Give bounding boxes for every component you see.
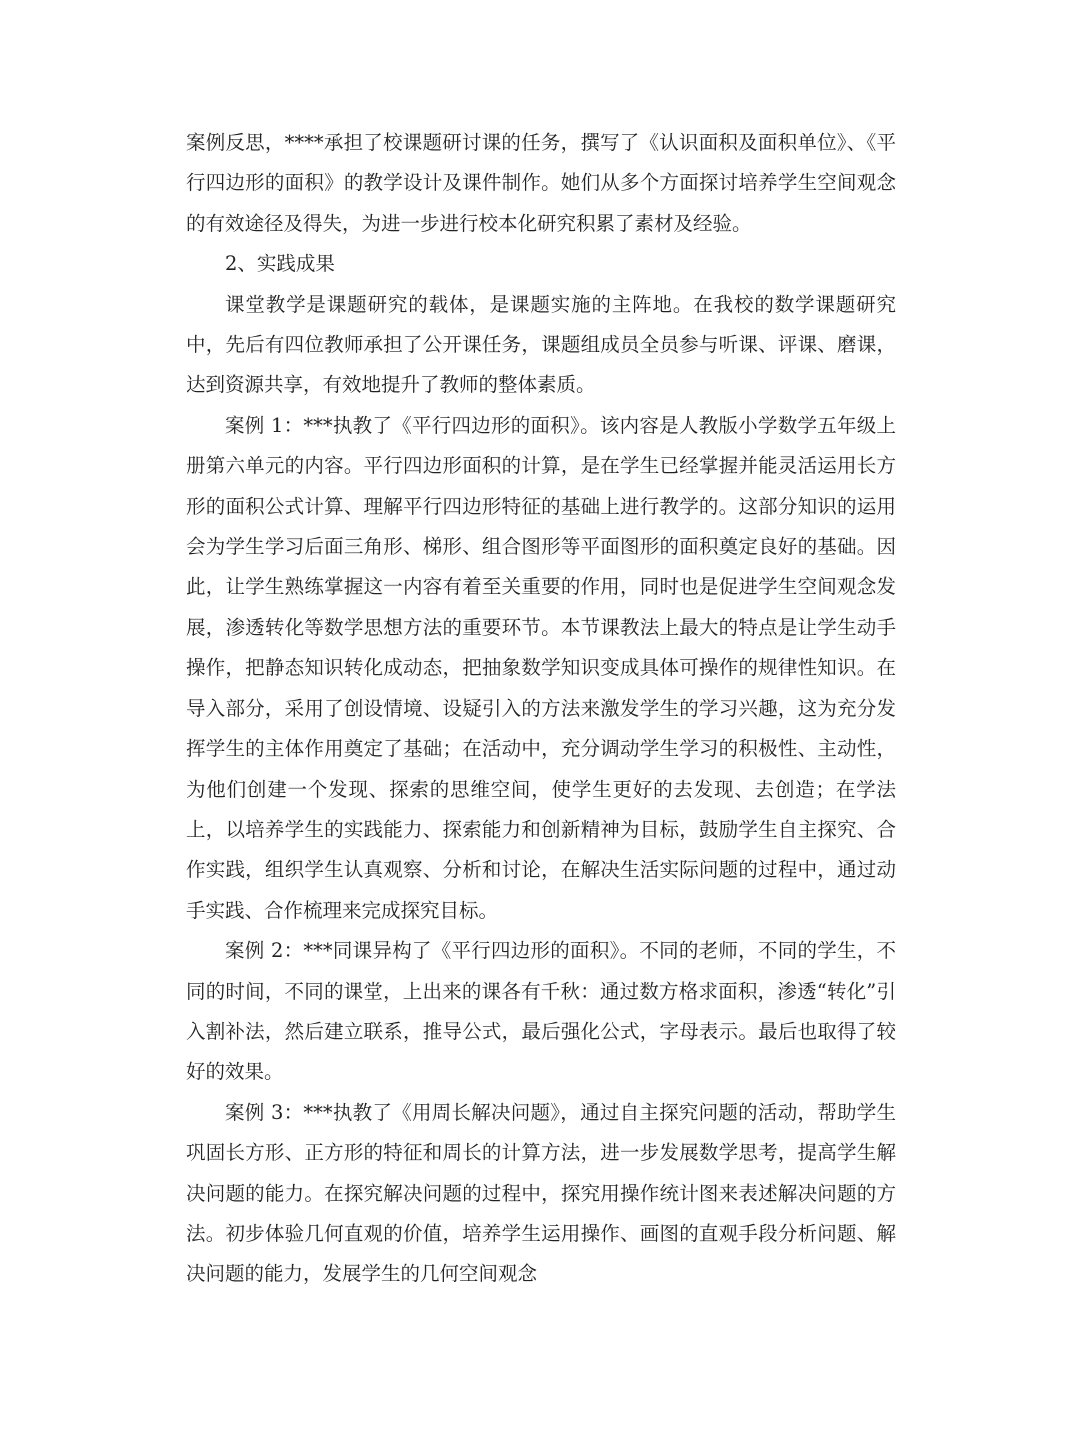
paragraph-classroom-teaching: 课堂教学是课题研究的载体，是课题实施的主阵地。在我校的数学课题研究中，先后有四位教师承担了公开课任务，课题组成员全员参与听课、评课、磨课，达到资源共享，有效地提升了教师的整体素质。 <box>186 292 896 397</box>
paragraph-case-1: 案例 1：***执教了《平行四边形的面积》。该内容是人教版小学数学五年级上册第六单元的内容。平行四边形面积的计算，是在学生已经掌握并能灵活运用长方形的面积公式计算、理解平行四边形特征的基础上进行教学的。这部分知识的运用会为学生学习后面三角形、梯形、组合图形等平面图形的面积奠定良好的基础。因此，让学生熟练掌握这一内容有着至关重要的作用，同时也是促进学生空间观念发展，渗透转化等数学思想方法的重要环节。本节课教法上最大的特点是让学生动手操作，把静态知识转化成动态，把抽象数学知识变成具体可操作的规律性知识。在导入部分，采用了创设情境、设疑引入的方法来激发学生的学习兴趣，这为充分发挥学生的主体作用奠定了基础；在活动中，充分调动学生学习的积极性、主动性，为他们创建一个发现、探索的思维空间，使学生更好的去发现、去创造；在学法上，以培养学生的实践能力、探索能力和创新精神为目标，鼓励学生自主探究、合作实践，组织学生认真观察、分析和讨论，在解决生活实际问题的过程中，通过动手实践、合作梳理来完成探究目标。 <box>186 413 896 922</box>
document-body <box>186 123 896 1295</box>
paragraph-case-3: 案例 3：***执教了《用周长解决问题》，通过自主探究问题的活动，帮助学生巩固长方形、正方形的特征和周长的计算方法，进一步发展数学思考，提高学生解决问题的能力。在探究解决问题的过程中，探究用操作统计图来表述解决问题的方法。初步体验几何直观的价值，培养学生运用操作、画图的直观手段分析问题、解决问题的能力，发展学生的几何空间观念 <box>186 1100 896 1286</box>
paragraph-case-reflection: 案例反思，****承担了校课题研讨课的任务，撰写了《认识面积及面积单位》、《平行四边形的面积》的教学设计及课件制作。她们从多个方面探讨培养学生空间观念的有效途径及得失，为进一步进行校本化研究积累了素材及经验。 <box>186 131 896 235</box>
section-heading-practice-results: 2、实践成果 <box>225 252 335 276</box>
paragraph-case-2: 案例 2：***同课异构了《平行四边形的面积》。不同的老师，不同的学生，不同的时间，不同的课堂，上出来的课各有千秋：通过数方格求面积，渗透“转化”引入割补法，然后建立联系，推导公式，最后强化公式，字母表示。最后也取得了较好的效果。 <box>186 939 896 1084</box>
